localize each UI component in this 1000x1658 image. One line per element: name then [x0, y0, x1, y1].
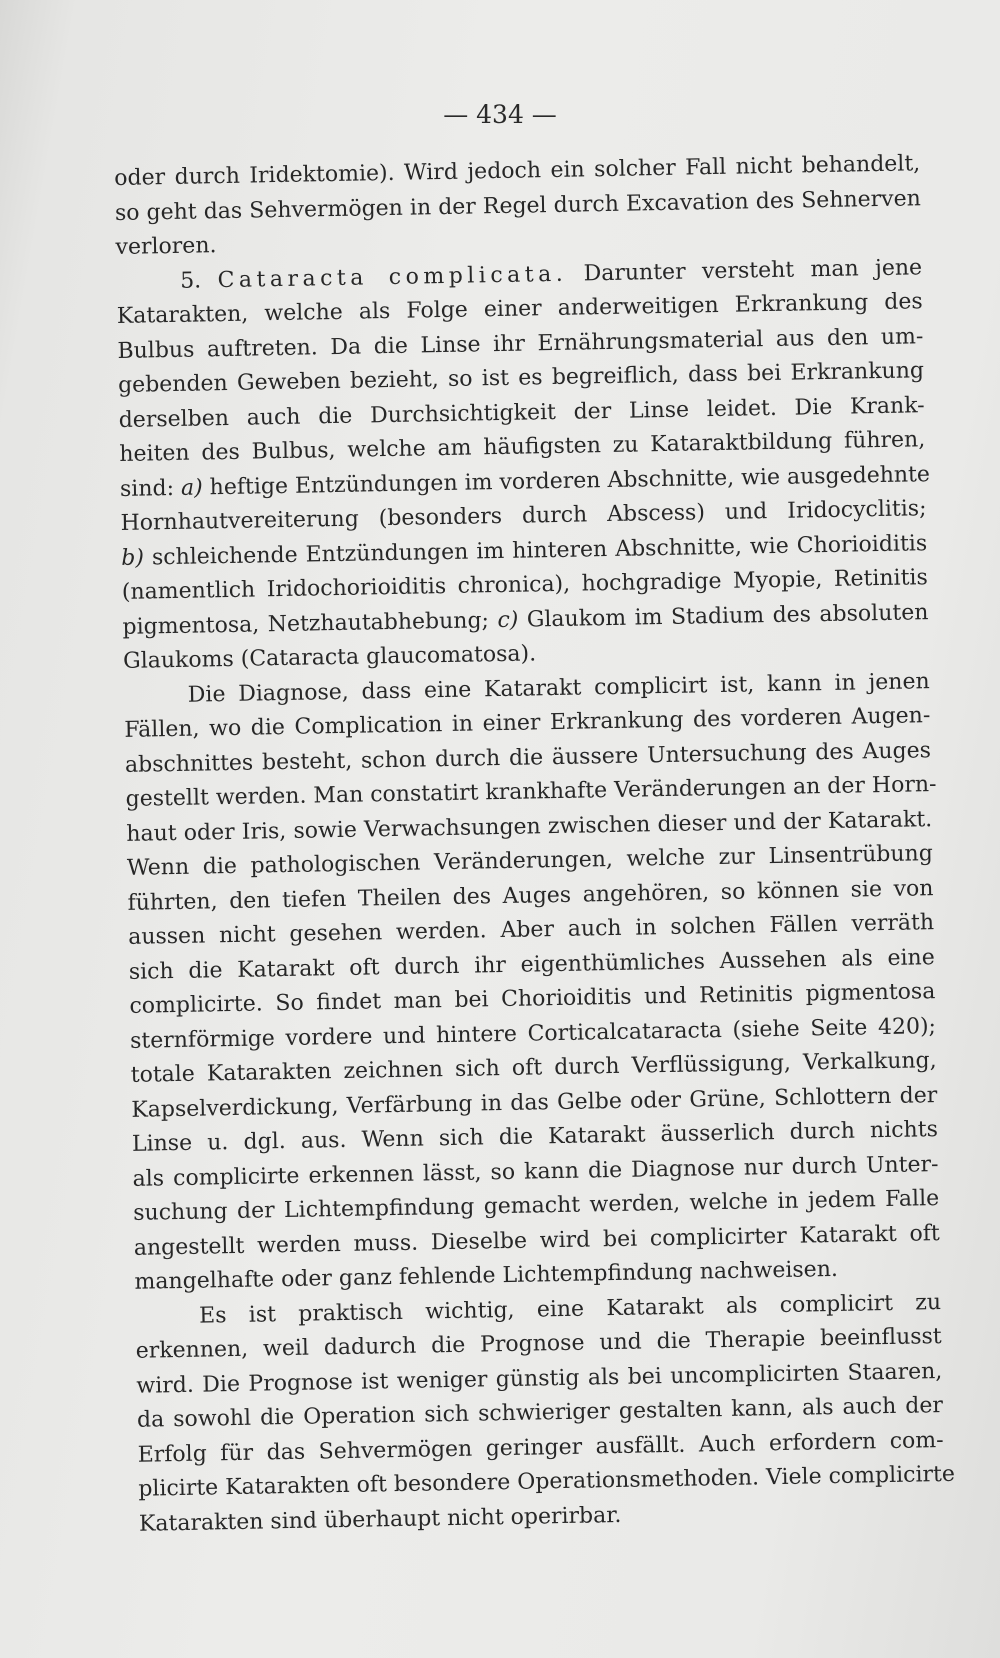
text-line: derselben auch die Durchsichtigkeit der Linse leidet. Die Krank- — [118, 392, 925, 433]
text-line: Erfolg für das Sehvermögen geringer ausfällt. Auch erfordern com- — [137, 1427, 944, 1468]
list-marker: b) — [121, 545, 145, 571]
text-line: abschnittes besteht, schon durch die äussere Untersuchung des Auges — [124, 737, 932, 778]
body-text — [114, 147, 956, 1542]
list-marker: a) — [180, 474, 203, 501]
text-line: angestellt werden muss. Dieselbe wird bei complicirter Katarakt oft — [133, 1220, 940, 1261]
text-run: sind: — [119, 475, 182, 502]
text-line: suchung der Lichtempfindung gemacht werden, welche in jedem Falle — [133, 1186, 940, 1226]
text-line: Fällen, wo die Complication in einer Erkrankung des vorderen Augen- — [124, 703, 931, 743]
text-line: plicirte Katarakten oft besondere Operationsmethoden. Viele complicirte — [138, 1461, 956, 1502]
text-line: Katarakten, welche als Folge einer anderweitigen Erkrankung des — [116, 289, 923, 329]
text-run: heftige Entzündungen im vorderen Abschnitte, wie ausgedehnte — [202, 461, 931, 500]
text-line: mangelhafte oder ganz fehlende Lichtempfindung nachweisen. — [134, 1256, 839, 1295]
text-line: Es ist praktisch wichtig, eine Katarakt als complicirt zu — [198, 1289, 942, 1329]
text-line: Die Diagnose, dass eine Katarakt complicirt ist, kann in jenen — [187, 668, 930, 708]
list-marker: c) — [497, 607, 519, 633]
text-line: haut oder Iris, sowie Verwachsungen zwischen dieser und der Katarakt. — [126, 806, 933, 847]
text-line: da sowohl die Operation sich schwieriger gestalten kann, als auch der — [136, 1393, 944, 1433]
text-line: gestellt werden. Man constatirt krankhafte Veränderungen an der Horn- — [125, 772, 937, 812]
text-line: totale Katarakten zeichnen sich oft durch Verflüssigung, Verkalkung, — [130, 1048, 937, 1088]
section-heading: Cataracta complicata. — [217, 261, 568, 293]
text-line: gebenden Geweben bezieht, so ist es begreiflich, dass bei Erkrankung — [117, 358, 925, 398]
text-line: führten, den tiefen Theilen des Auges angehören, so können sie von — [127, 875, 934, 916]
text-line: so geht das Sehvermögen in der Regel durch Excavation des Sehnerven — [114, 185, 922, 226]
text-line: Bulbus auftreten. Da die Linse ihr Ernährungsmaterial aus den um- — [117, 323, 924, 364]
text-line: (namentlich Iridochorioiditis chronica), hochgradige Myopie, Retinitis — [121, 565, 928, 605]
text-line: Wenn die pathologischen Veränderungen, welche zur Linsentrübung — [126, 841, 934, 881]
text-line: wird. Die Prognose ist weniger günstig als bei uncomplicirten Staaren, — [136, 1358, 943, 1399]
text-line: oder durch Iridektomie). Wird jedoch ein solcher Fall nicht behandelt, — [114, 151, 921, 191]
text-line: sternförmige vordere und hintere Corticalcataracta (siehe Seite 420); — [129, 1013, 937, 1054]
text-line: Glaukoms (Cataracta glaucomatosa). — [122, 641, 537, 674]
page-number: — 434 — — [443, 100, 557, 129]
text-line: Hornhautvereiterung (besonders durch Abscess) und Iridocyclitis; — [120, 496, 927, 536]
text-line: sich die Katarakt oft durch ihr eigenthümliches Aussehen als eine — [128, 944, 935, 985]
text-line: Kapselverdickung, Verfärbung in das Gelbe oder Grüne, Schlottern der — [131, 1082, 938, 1123]
text-run: schleichende Entzündungen im hinteren Abschnitte, wie Chorioiditis — [143, 530, 928, 571]
text-run: Glaukom im Stadium des absoluten — [518, 599, 929, 633]
text-run: Darunter versteht man jene — [583, 254, 923, 286]
text-line: verloren. — [115, 233, 217, 260]
text-line: erkennen, weil dadurch die Prognose und die Therapie beeinflusst — [135, 1324, 942, 1364]
text-line: aussen nicht gesehen werden. Aber auch in solchen Fällen verräth — [127, 910, 935, 950]
text-line: complicirte. So findet man bei Chorioiditis und Retinitis pigmentosa — [129, 979, 936, 1019]
text-line: als complicirte erkennen lässt, so kann die Diagnose nur durch Unter- — [132, 1151, 939, 1192]
text-line: Katarakten sind überhaupt nicht operirbar. — [138, 1502, 622, 1537]
text-line: heiten des Bulbus, welche am häufigsten zu Kataraktbildung führen, — [119, 427, 926, 467]
section-number: 5. — [179, 267, 202, 294]
text-run: pigmentosa, Netzhautabhebung; — [122, 607, 498, 640]
text-line: Linse u. dgl. aus. Wenn sich die Katarakt äusserlich durch nichts — [131, 1117, 939, 1157]
